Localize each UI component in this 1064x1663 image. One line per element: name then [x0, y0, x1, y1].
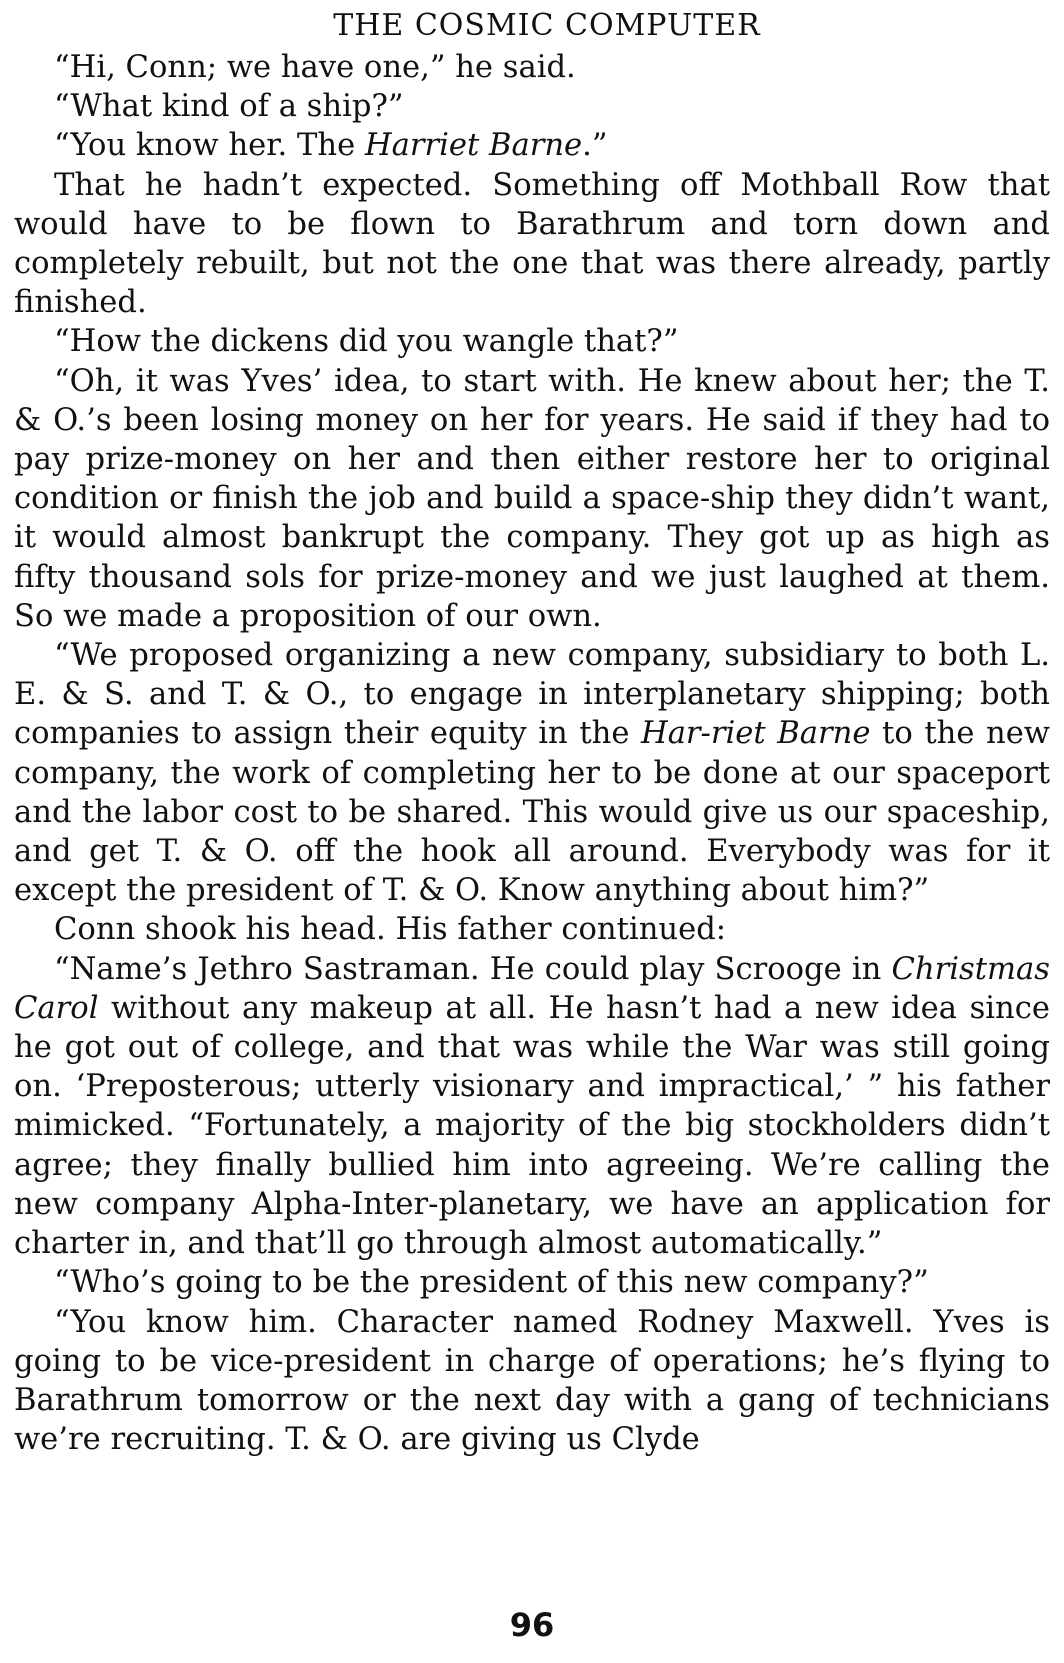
title-italic: Christmas Carol: [14, 951, 1050, 1026]
ship-name-italic: Har-riet Barne: [641, 716, 871, 752]
paragraph: “How the dickens did you wangle that?”: [54, 324, 679, 360]
paragraph: “Hi, Conn; we have one,” he said.: [54, 50, 576, 85]
paragraph: “You know him. Character named Rodney Maxwell. Yves is going to be vice-president in charge of operations; he’s flying to Barathrum tomorrow or the next day with a gang of technicians we’re recruiting. T. & O. are giving us Clyde: [14, 1304, 1050, 1458]
paragraph: “Who’s going to be the president of this new company?”: [54, 1265, 929, 1301]
running-head: THE COSMIC COMPUTER: [333, 8, 761, 43]
page-number: 96: [509, 1606, 555, 1644]
ship-name-italic: Harriet Barne: [364, 128, 583, 164]
paragraph: Conn shook his head. His father continued:: [54, 912, 727, 948]
paragraph: “Name’s Jethro Sastraman. He could play Scrooge in Christmas Carol without any makeup at all. He hasn’t had a new idea since he got out of college, and that was while the War was still going on. ‘Preposterous; utterly visionary and impractical,’ ” his father mimicked. “Fortunately, a majority of the big stockholders didn’t agree; they finally bullied him into agreeing. We’re calling the new company Alpha-Inter-planetary, we have an application for charter in, and that’ll go through almost automatically.”: [14, 951, 1050, 1262]
paragraph: That he hadn’t expected. Something off Mothball Row that would have to be flown to Barathrum and torn down and completely rebuilt, but not the one that was there already, partly finished.: [14, 167, 1050, 321]
body-text: [14, 48, 1050, 1459]
paragraph: “What kind of a ship?”: [54, 89, 404, 125]
paragraph: “You know her. The Harriet Barne.”: [54, 128, 608, 164]
book-page: [14, 0, 1050, 1663]
paragraph: “We proposed organizing a new company, subsidiary to both L. E. & S. and T. & O., to engage in interplanetary shipping; both companies to assign their equity in the Har-riet Barne to the new company, the work of completing her to be done at our spaceport and the labor cost to be shared. This would give us our spaceship, and get T. & O. off the hook all around. Everybody was for it except the president of T. & O. Know anything about him?”: [14, 638, 1050, 909]
paragraph: “Oh, it was Yves’ idea, to start with. He knew about her; the T. & O.’s been losing money on her for years. He said if they had to pay prize-money on her and then either restore her to original condition or finish the job and build a space-ship they didn’t want, it would almost bankrupt the company. They got up as high as fifty thousand sols for prize-money and we just laughed at them. So we made a proposition of our own.: [14, 363, 1050, 634]
